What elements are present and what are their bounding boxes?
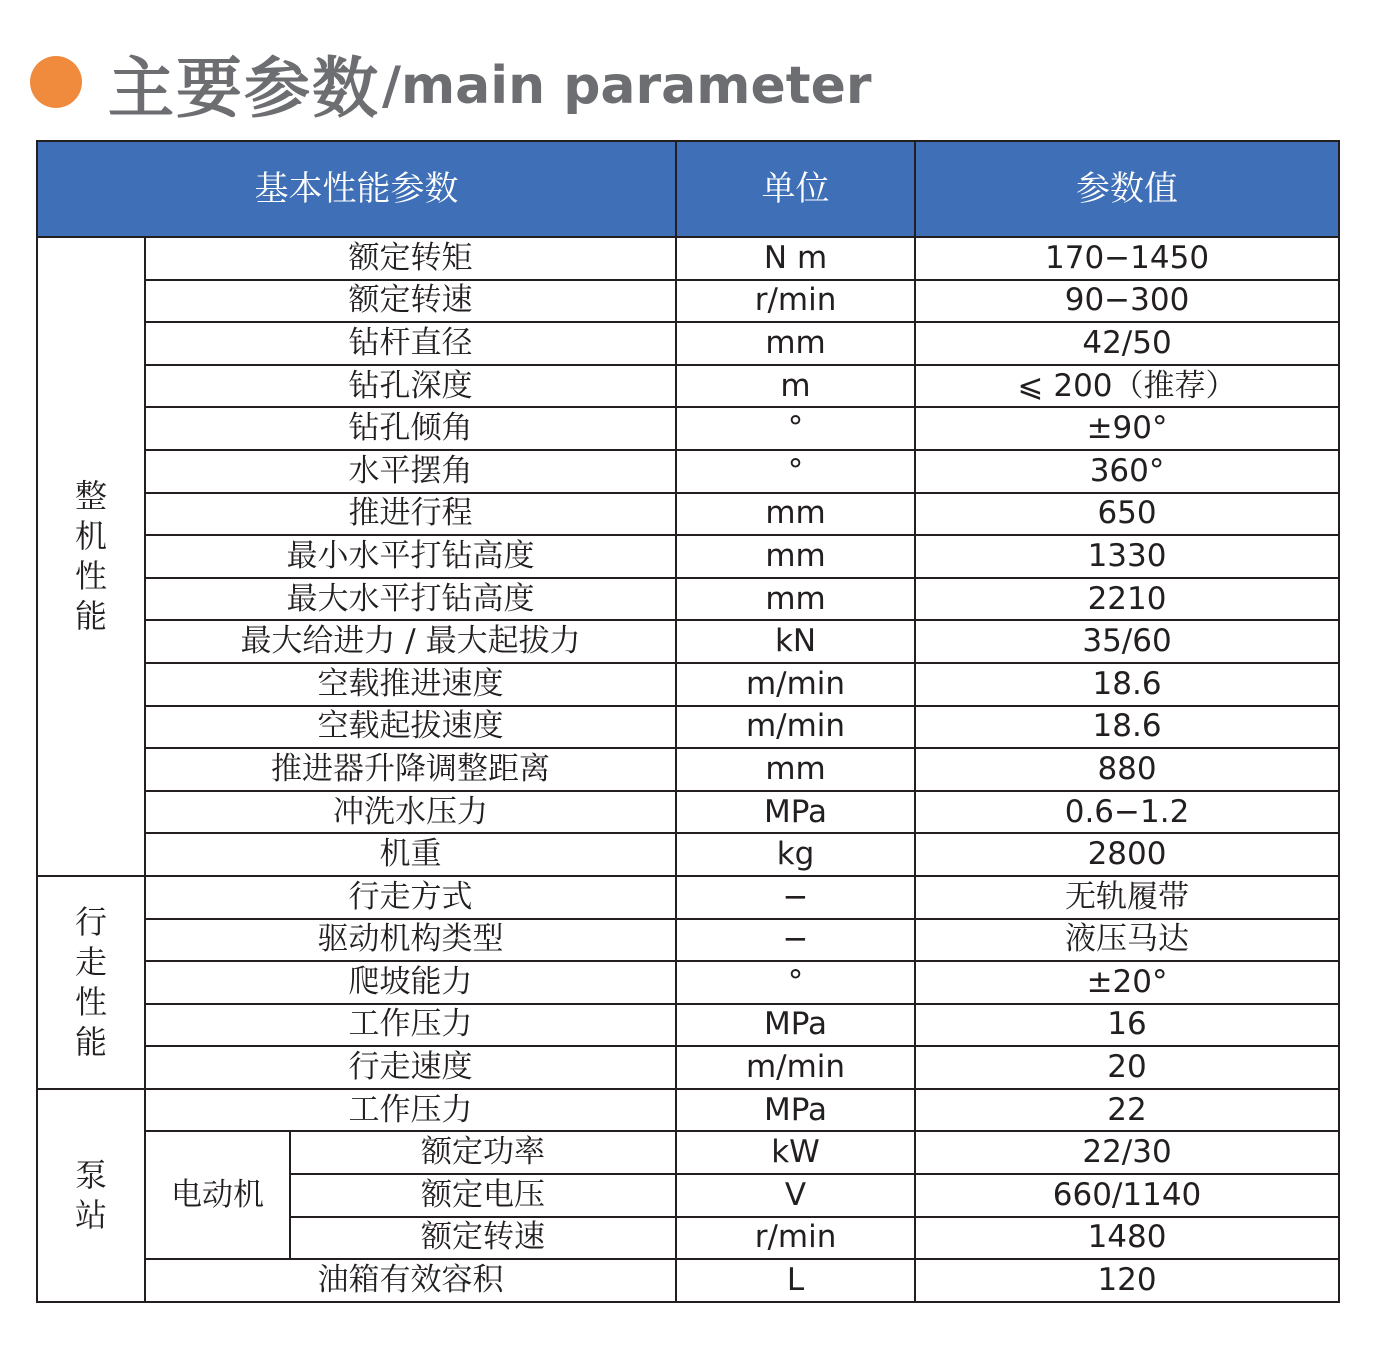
param-name: 最大给进力 / 最大起拔力 [145,620,676,663]
param-unit: ° [676,450,915,493]
param-value: 无轨履带 [915,876,1339,919]
table-row [37,450,1339,493]
param-name: 额定转矩 [145,237,676,280]
param-unit: kW [676,1131,915,1174]
table-row [37,663,1339,706]
param-name: 行走方式 [145,876,676,919]
param-value: 16 [915,1004,1339,1047]
param-name: 额定转速 [145,280,676,323]
param-unit: MPa [676,791,915,834]
param-value: 660/1140 [915,1174,1339,1217]
param-value: 42/50 [915,322,1339,365]
param-value: ±20° [915,961,1339,1004]
table-row [37,280,1339,323]
table-row [37,578,1339,621]
param-name: 钻孔深度 [145,365,676,408]
param-value: 880 [915,748,1339,791]
param-value: 35/60 [915,620,1339,663]
param-unit: ° [676,961,915,1004]
param-value: 90−300 [915,280,1339,323]
group-travel-performance [37,876,145,1089]
param-name: 钻杆直径 [145,322,676,365]
param-value: 650 [915,493,1339,536]
param-value: 1480 [915,1217,1339,1260]
param-name: 空载起拔速度 [145,706,676,749]
group-char: 整 [74,477,107,516]
param-unit: mm [676,493,915,536]
param-name: 工作压力 [145,1004,676,1047]
table-header-row [37,141,1339,237]
table-row [37,876,1339,919]
param-name: 最大水平打钻高度 [145,578,676,621]
orange-dot-icon [30,56,82,108]
title-chinese: 主要参数 [108,49,380,127]
table-row [37,1004,1339,1047]
param-value: 170−1450 [915,237,1339,280]
param-unit: r/min [676,1217,915,1260]
param-name: 最小水平打钻高度 [145,535,676,578]
param-value: 1330 [915,535,1339,578]
table-row [37,1259,1339,1302]
param-value: 2800 [915,833,1339,876]
group-char: 机 [74,517,107,556]
param-name: 机重 [145,833,676,876]
param-unit: L [676,1259,915,1302]
title-english: /main parameter [382,56,872,116]
param-unit: MPa [676,1004,915,1047]
param-unit: mm [676,578,915,621]
param-value: ⩽ 200（推荐） [915,365,1339,408]
table-row [37,237,1339,280]
param-unit: − [676,876,915,919]
param-name: 行走速度 [145,1046,676,1089]
group-char: 能 [74,1023,107,1062]
param-name: 钻孔倾角 [145,407,676,450]
param-name: 爬坡能力 [145,961,676,1004]
param-name: 推进器升降调整距离 [145,748,676,791]
param-unit: MPa [676,1089,915,1132]
table-row [37,748,1339,791]
table-row [37,1046,1339,1089]
param-name: 水平摆角 [145,450,676,493]
param-name: 推进行程 [145,493,676,536]
param-name: 额定转速 [290,1217,676,1260]
param-name: 额定功率 [290,1131,676,1174]
table-row [37,365,1339,408]
group-char: 性 [74,983,107,1022]
group-char: 泵 [74,1156,107,1195]
group-motor: 电动机 [145,1131,290,1259]
group-whole-machine [37,237,145,876]
param-name: 驱动机构类型 [145,919,676,962]
table-row [37,1089,1339,1132]
param-value: 液压马达 [915,919,1339,962]
table-row [37,833,1339,876]
param-value: 2210 [915,578,1339,621]
table-row [37,791,1339,834]
table-row [37,493,1339,536]
param-name: 工作压力 [145,1089,676,1132]
header-value: 参数值 [915,141,1339,237]
param-unit: kN [676,620,915,663]
param-value: 0.6−1.2 [915,791,1339,834]
table-row [37,535,1339,578]
param-name: 空载推进速度 [145,663,676,706]
group-char: 走 [74,943,107,982]
table-row [37,407,1339,450]
group-char: 行 [74,903,107,942]
param-name: 额定电压 [290,1174,676,1217]
group-pump-station [37,1089,145,1302]
param-unit: m/min [676,663,915,706]
param-unit: mm [676,535,915,578]
param-unit: kg [676,833,915,876]
param-value: 18.6 [915,663,1339,706]
param-unit: ° [676,407,915,450]
table-row [37,919,1339,962]
param-unit: mm [676,748,915,791]
param-name: 油箱有效容积 [145,1259,676,1302]
table-row [37,322,1339,365]
param-value: 18.6 [915,706,1339,749]
table-row [37,1131,1339,1174]
param-unit: m/min [676,706,915,749]
group-char: 站 [74,1196,107,1235]
param-name: 冲洗水压力 [145,791,676,834]
table-row [37,620,1339,663]
page-title [30,32,871,132]
group-char: 性 [74,557,107,596]
param-value: 22/30 [915,1131,1339,1174]
group-char: 能 [74,597,107,636]
param-value: 22 [915,1089,1339,1132]
param-unit: m [676,365,915,408]
param-unit: r/min [676,280,915,323]
param-unit: m/min [676,1046,915,1089]
param-unit: mm [676,322,915,365]
param-unit: − [676,919,915,962]
header-param: 基本性能参数 [37,141,676,237]
param-unit: N m [676,237,915,280]
param-value: 20 [915,1046,1339,1089]
table-row [37,961,1339,1004]
header-unit: 单位 [676,141,915,237]
param-value: 360° [915,450,1339,493]
parameter-table [36,140,1340,1303]
table-row [37,706,1339,749]
param-value: ±90° [915,407,1339,450]
param-unit: V [676,1174,915,1217]
param-value: 120 [915,1259,1339,1302]
